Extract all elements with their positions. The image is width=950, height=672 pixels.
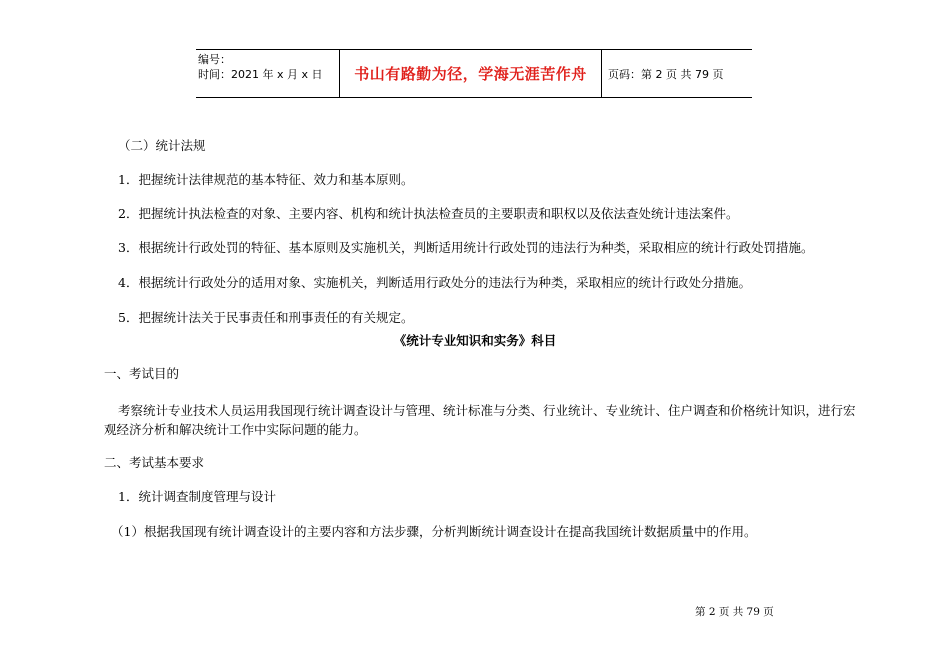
list-item: 5．把握统计法关于民事责任和刑事责任的有关规定。	[118, 310, 414, 325]
header-motto-cell	[340, 50, 602, 97]
list-item: 4．根据统计行政处分的适用对象、实施机关，判断适用行政处分的违法行为种类，采取相应的统计行政处分措施。	[118, 275, 751, 290]
list-item: 2．把握统计执法检查的对象、主要内容、机构和统计执法检查员的主要职责和职权以及依法查处统计违法案件。	[118, 206, 739, 221]
number-label: 编号：	[198, 53, 231, 66]
page-info: 页码：第 2 页 共 79 页	[608, 67, 724, 81]
list-item: 3．根据统计行政处罚的特征、基本原则及实施机关，判断适用统计行政处罚的违法行为种类，采取相应的统计行政处罚措施。	[118, 240, 814, 255]
page-footer: 第 2 页 共 79 页	[695, 606, 774, 618]
exam-purpose-paragraph: 考察统计专业技术人员运用我国现行统计调查设计与管理、统计标准与分类、行业统计、专业统计、住户调查和价格统计知识，进行宏观经济分析和解决统计工作中实际问题的能力。	[104, 403, 856, 437]
header-page-cell	[602, 50, 752, 97]
requirement-subitem: （1）根据我国现有统计调查设计的主要内容和方法步骤，分析判断统计调查设计在提高我国统计数据质量中的作用。	[111, 524, 757, 539]
header-meta-cell	[196, 50, 340, 97]
requirements-heading: 二、考试基本要求	[104, 455, 205, 470]
section-heading: （二）统计法规	[118, 138, 206, 153]
time-label: 时间：2021 年 x 月 x 日	[198, 68, 323, 81]
list-item: 1．把握统计法律规范的基本特征、效力和基本原则。	[118, 172, 414, 187]
subject-title: 《统计专业知识和实务》科目	[393, 333, 557, 348]
exam-purpose-heading: 一、考试目的	[104, 366, 180, 381]
motto-text: 书山有路勤为径，学海无涯苦作舟	[354, 65, 587, 83]
requirement-item: 1．统计调查制度管理与设计	[118, 489, 276, 504]
page-header	[196, 49, 752, 98]
